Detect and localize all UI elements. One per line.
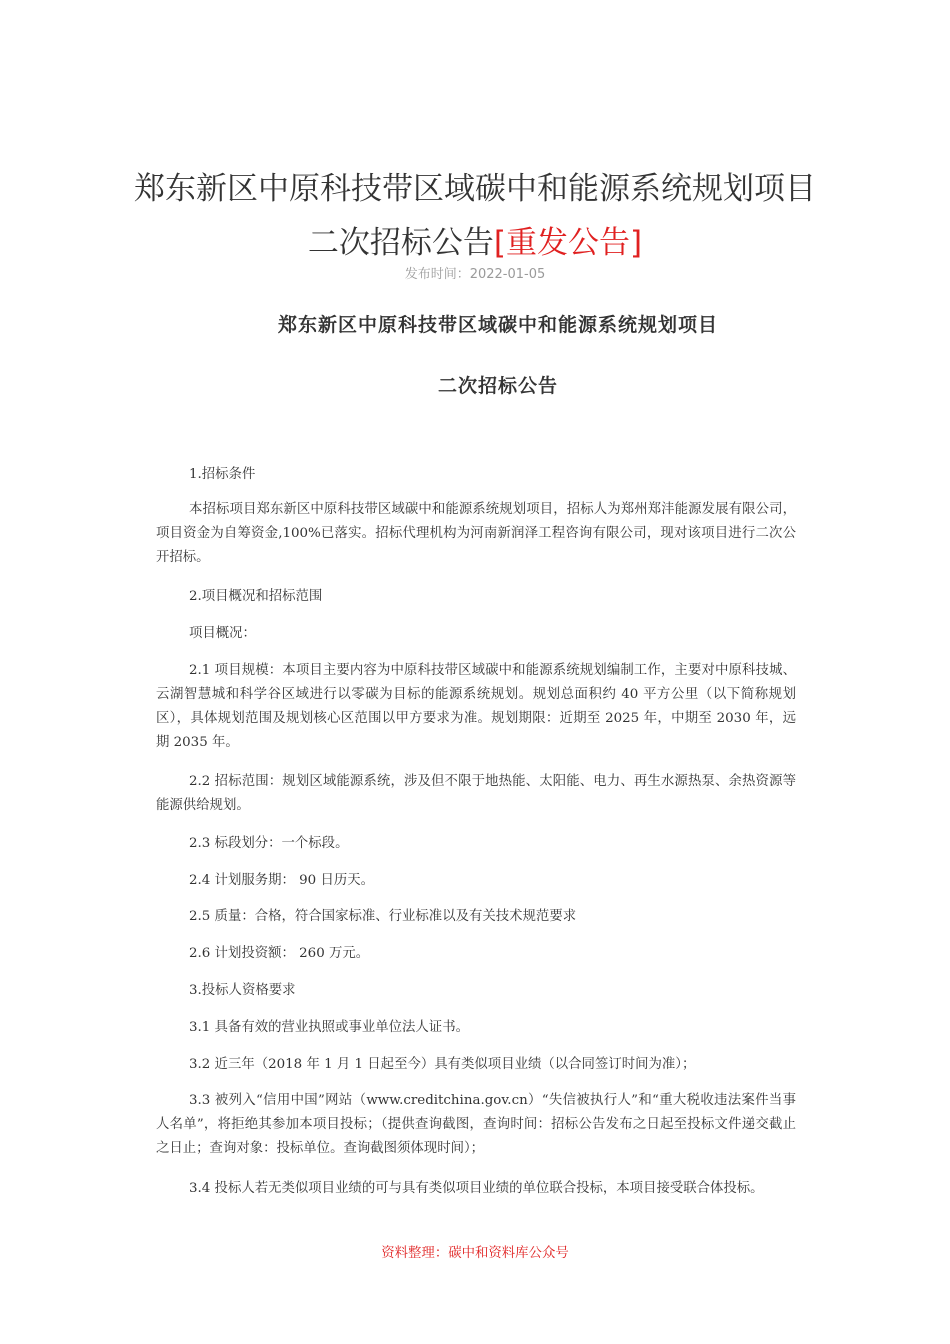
document-heading-line2: 二次招标公告: [437, 375, 558, 397]
page-title: [120, 162, 830, 270]
paragraph-project-scale: 2.1 项目规模：本项目主要内容为中原科技带区域碳中和能源系统规划编制工作，主要对中原科技城、云湖智慧城和科学谷区域进行以零碳为目标的能源系统规划。规划总面积约 40 平方公里（以下简称规划区），具体规划范围及规划核心区范围以甲方要求为准。规划期限：近期至 2025 年，中期至 2030 年，远期 2035 年。: [156, 663, 796, 750]
paragraph-section-division: 2.3 标段划分：一个标段。: [189, 836, 349, 851]
paragraph-bidding-scope: 2.2 招标范围：规划区域能源系统，涉及但不限于地热能、太阳能、电力、再生水源热泵、余热资源等能源供给规划。: [156, 774, 796, 813]
page-title-main: 郑东新区中原科技带区域碳中和能源系统规划项目二次招标公告: [134, 171, 816, 261]
paragraph-quality: 2.5 质量：合格，符合国家标准、行业标准以及有关技术规范要求: [189, 909, 577, 924]
paragraph-qualification-experience: 3.2 近三年（2018 年 1 月 1 日起至今）具有类似项目业绩（以合同签订时间为准）；: [189, 1057, 696, 1072]
section-heading-bidding-conditions: 1.招标条件: [189, 467, 256, 482]
publish-time: 发布时间：2022-01-05: [404, 267, 546, 282]
paragraph-service-period: 2.4 计划服务期： 90 日历天。: [189, 873, 375, 888]
footer-source-note: 资料整理：碳中和资料库公众号: [381, 1246, 569, 1261]
section-heading-project-overview: 2.项目概况和招标范围: [189, 589, 323, 604]
paragraph-overview-label: 项目概况：: [189, 626, 256, 641]
paragraph-qualification-credit: 3.3 被列入“信用中国”网站（www.creditchina.gov.cn）“失信被执行人”和“重大税收违法案件当事人名单”，将拒绝其参加本项目投标；（提供查询截图，查询时间：招标公告发布之日起至投标文件递交截止之日止；查询对象：投标单位。查询截图须体现时间）；: [156, 1093, 796, 1156]
document-heading-line1: 郑东新区中原科技带区域碳中和能源系统规划项目: [277, 314, 718, 336]
republish-tag: [重发公告]: [493, 225, 643, 261]
paragraph-investment: 2.6 计划投资额： 260 万元。: [189, 946, 370, 961]
section-heading-bidder-qualifications: 3.投标人资格要求: [189, 983, 296, 998]
paragraph-bidding-conditions: 本招标项目郑东新区中原科技带区域碳中和能源系统规划项目，招标人为郑州郑沣能源发展有限公司，项目资金为自筹资金,100%已落实。招标代理机构为河南新润泽工程咨询有限公司，现对该项目进行二次公开招标。: [156, 502, 796, 565]
paragraph-qualification-consortium: 3.4 投标人若无类似项目业绩的可与具有类似项目业绩的单位联合投标，本项目接受联合体投标。: [189, 1181, 764, 1196]
paragraph-qualification-license: 3.1 具备有效的营业执照或事业单位法人证书。: [189, 1020, 469, 1035]
